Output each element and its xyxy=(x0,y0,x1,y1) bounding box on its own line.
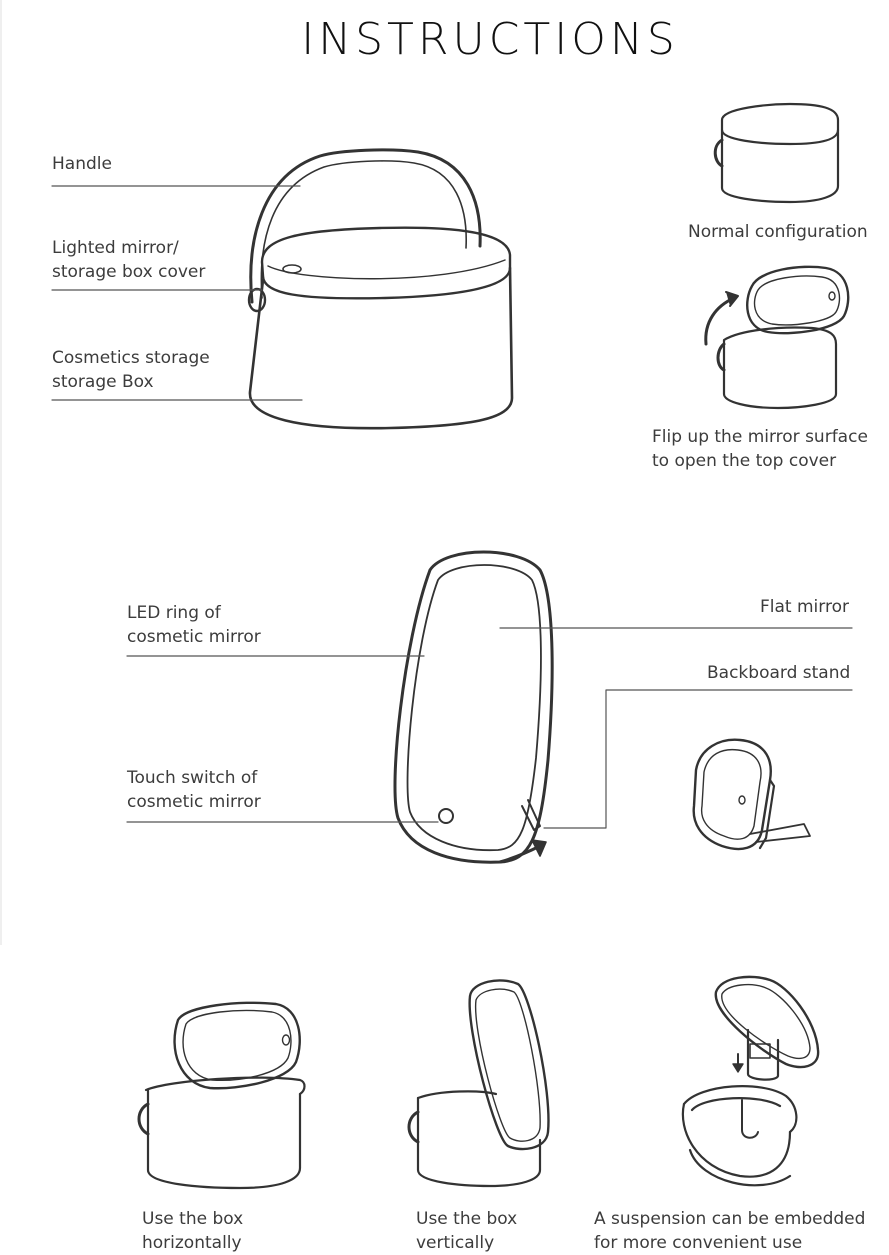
led-mirror-illustration xyxy=(395,552,552,862)
backboard-stand-label: Backboard stand xyxy=(707,663,851,683)
horizontal-caption: Use the box horizontally xyxy=(142,1209,244,1253)
page-title: INSTRUCTIONS xyxy=(301,14,679,65)
mirror-leader-lines xyxy=(127,628,852,828)
flip-up-caption: Flip up the mirror surface to open the top cover xyxy=(652,427,868,471)
flip-up-illustration xyxy=(706,267,848,408)
horizontal-use-illustration xyxy=(139,1003,305,1188)
storage-box-label: Cosmetics storage storage Box xyxy=(52,348,210,392)
led-ring-label: LED ring of cosmetic mirror xyxy=(127,603,261,647)
flat-mirror-label: Flat mirror xyxy=(760,597,849,617)
cover-label: Lighted mirror/ storage box cover xyxy=(52,238,206,282)
suspension-illustration xyxy=(683,977,818,1185)
normal-configuration-illustration xyxy=(715,104,838,202)
normal-configuration-caption: Normal configuration xyxy=(688,222,868,242)
vertical-use-illustration xyxy=(409,980,548,1186)
cosmetic-box-illustration xyxy=(249,150,512,428)
suspension-caption: A suspension can be embedded for more convenient use xyxy=(594,1209,866,1253)
touch-switch-label: Touch switch of cosmetic mirror xyxy=(127,768,261,812)
backboard-stand-illustration xyxy=(694,740,810,849)
vertical-caption: Use the box vertically xyxy=(416,1209,518,1253)
handle-label: Handle xyxy=(52,154,112,174)
